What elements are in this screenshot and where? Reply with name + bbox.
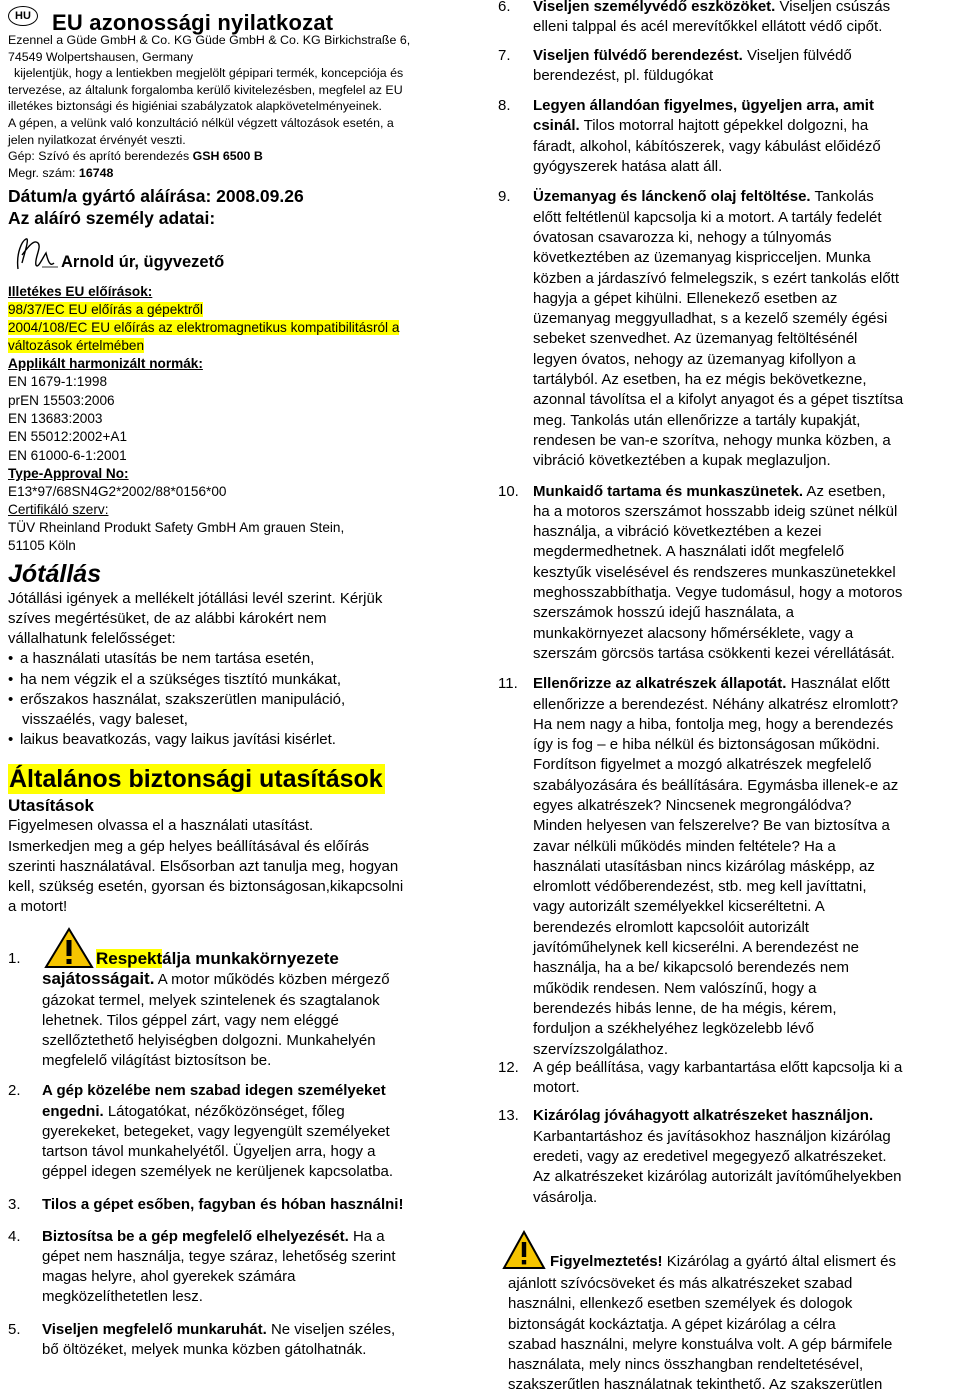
left-column: [8, 0, 466, 1360]
item9-line: vibráció következtében a kupak meglazuljon.: [533, 452, 831, 470]
item9-line: tartályból. Az esetben, ha ez mégis bekövetkezne,: [533, 371, 867, 389]
regulation-item: [8, 301, 466, 319]
item11-line: berendezés elromlott kapcsolóit autorizált: [533, 918, 809, 936]
item11-line: egyes alkatrészek? Nincsenek megrongálódva?: [533, 796, 852, 814]
intro-line: Ismerkedjen meg a gép helyes beállításával és előírás: [8, 837, 370, 855]
item-number: 3.: [8, 1195, 21, 1213]
item-number: 2.: [8, 1082, 21, 1100]
item9-line: meg. Tankolás után ellenőrizze a tartály kupakját,: [533, 411, 861, 429]
declaration-line: tervezése, az általunk forgalomba kerülő kivitelezésben, megfelel az EU: [8, 82, 403, 97]
item8-title-cont: csinál.: [533, 117, 580, 135]
item7-text: Viseljen fülvédő: [742, 46, 852, 64]
item10-line: kesztyűk viselésével és rendszeres munkaszünetekkel: [533, 563, 896, 581]
item7-title: Viseljen fülvédő berendezést.: [533, 46, 743, 64]
safety-item-2: [8, 1081, 466, 1182]
item7-line: berendezést, pl. füldugókat: [533, 66, 714, 84]
item9-line: sebeket szenvedhet. Az üzemanyag feltöltésénél: [533, 330, 858, 348]
standards-heading: [8, 355, 466, 373]
intro-line: szerinti használatával. Elsősorban azt tanulja meg, hogyan: [8, 857, 399, 875]
warning-triangle-icon: [502, 1230, 546, 1270]
declaration-line: 74549 Wolpertshausen, Germany: [8, 49, 194, 64]
item5-line: bő öltözéket, melyek munka közben gátolhatnák.: [42, 1340, 367, 1358]
regulation-item: [8, 337, 466, 355]
item11-line: ellenőrizze a berendezést. Néhány alkatrész elromlott?: [533, 695, 899, 713]
item11-line: szabályozására és beállítására. Egymásba illenek-e az: [533, 776, 899, 794]
item9-line: hagyja a gépet kihülni. Ellenekező esetben az: [533, 289, 838, 307]
right-column: [498, 0, 958, 1396]
regulations-heading: [8, 283, 466, 301]
type-approval-value: E13*97/68SN4G2*2002/88*0156*00: [8, 483, 227, 499]
regulation-item: [8, 319, 466, 337]
order-label: Megr. szám:: [8, 165, 79, 180]
warranty-bullet: • ha nem végzik el a szükséges tisztító munkákat,: [8, 670, 341, 688]
instructions-subheading: Utasítások: [8, 796, 94, 816]
item-number: 10.: [498, 482, 519, 500]
regulation-text: változások értelmében: [8, 338, 145, 354]
item1-title: [96, 949, 339, 969]
item-number: 4.: [8, 1227, 21, 1245]
item10-line: használja, a vibráció következtében a kezei: [533, 523, 822, 541]
cert-heading-text: Certifikáló szerv:: [8, 501, 109, 517]
item13-title: Kizárólag jóváhagyott alkatrészeket használjon.: [533, 1107, 874, 1125]
signature-image: [12, 233, 60, 273]
item9-line: óvatosan csavarozza ki, nehogy a túlnyomás: [533, 228, 832, 246]
item10-line: meghosszabbíthatja. Vegye tudomásul, hogy a motoros: [533, 584, 903, 602]
intro-line: Figyelmesen olvassa el a használati utasítást.: [8, 817, 314, 835]
intro-line: kell, szükség esetén, gyorsan és biztonságosan,kikapcsolni: [8, 878, 404, 896]
warning-line: használni, ellenkező esetben személyek és dologok: [508, 1295, 853, 1313]
safety-heading: Általános biztonsági utasítások: [9, 765, 383, 794]
warning-title: Figyelmeztetés!: [550, 1252, 663, 1270]
item9-text: Tankolás: [810, 188, 874, 206]
warning-line: biztonságát kockáztatja. A gépet kizárólag a célra: [508, 1315, 836, 1333]
item11-line: Minden helyesen van felszerelve? Be van biztosítva a: [533, 817, 890, 835]
item8-line: fáradt, alkohol, kábítószerek, vagy kábulást előidéző: [533, 137, 881, 155]
warranty-bullet: • laikus beavatkozás, vagy laikus javítási kisérlet.: [8, 731, 336, 749]
item4-line: magas helyre, ahol gyerekek számára: [42, 1268, 296, 1286]
item10-line: szerszámok hosszú idejű használata, a: [533, 604, 794, 622]
safety-item-3: [8, 1195, 466, 1215]
regulations: [8, 283, 466, 554]
item-number: 12.: [498, 1058, 519, 1076]
declaration-line: kijelentjük, hogy a lentiekben megjelölt gépipari termék, koncepciója és: [14, 66, 404, 81]
item2-line: gyerekeket, betegeket, vagy legyengült személyeket: [42, 1122, 390, 1140]
warranty-text: [8, 589, 466, 751]
warning-line: szakszerűtlen használatnak tekinthető. Az szakszerütlen: [508, 1376, 883, 1394]
item1-line: megfelelő világítást biztosítson be.: [42, 1052, 272, 1070]
item11-line: működik rendesen. Nem valószínű, hogy a: [533, 979, 817, 997]
item6-text: Viseljen csúszás: [775, 0, 891, 15]
item1-text: A motor működés közben mérgező: [154, 971, 390, 989]
item1-body: [42, 969, 466, 1071]
item9-line: közben a járdaszívó felmelegszik, s ezért tankolás előtt: [533, 269, 900, 287]
standard-item: EN 1679-1:1998: [8, 374, 108, 390]
item1-line: lehetnek. Tilos géppel zárt, vagy nem eléggé: [42, 1011, 339, 1029]
item12-line: A gép beállítása, vagy karbantartása előtt kapcsolja ki a: [533, 1058, 903, 1076]
page-title: EU azonossági nyilatkozat: [52, 10, 334, 35]
item-number: 11.: [498, 675, 518, 693]
safety-item-11: [498, 674, 958, 1060]
safety-item-6: [498, 0, 958, 38]
item4-line: gépet nem használja, tegye száraz, lehetőség szerint: [42, 1247, 396, 1265]
type-approval-heading-text: Type-Approval No:: [8, 465, 129, 481]
item9-line: azonnal távolítsa el a kifolyt anyagot és a gépet tisztítsa: [533, 391, 904, 409]
item8-text: Tilos motorral hajtott gépekkel dolgozni, ha: [579, 117, 869, 135]
item9-title: Üzemanyag és lánckenő olaj feltöltése.: [533, 188, 811, 206]
item1-highlight: Respekt: [96, 949, 163, 969]
warranty-bullet-cont: [8, 710, 466, 730]
item9-line: üzemanyag meggyulladhat, s a kezelő személy égési: [533, 310, 888, 328]
safety-item-4: [8, 1227, 466, 1308]
order-number: 16748: [78, 165, 114, 180]
bullet-text: visszaélés, vagy baleset,: [22, 711, 188, 729]
item10-line: megdermedhetnek. A használati időt megfelelő: [533, 543, 845, 561]
item6-title: Viseljen személyvédő eszközöket.: [533, 0, 776, 15]
item2-title-cont: engedni.: [42, 1102, 104, 1120]
standards-list: [8, 373, 466, 464]
instructions-intro: [8, 816, 466, 917]
warning-line: szabad használni, melyre konstuálva volt. A gép bármifele: [508, 1335, 893, 1353]
item11-line: Fordítson figyelmet a mozgó alkatrészek megfelelő: [533, 756, 872, 774]
warranty-line: Jótállási igények a mellékelt jótállási levél szerint. Kérjük: [8, 589, 383, 607]
item11-line: Ha nem nagy a hiba, fontolja meg, hogy a berendezés: [533, 715, 894, 733]
type-approval-heading: [8, 465, 466, 483]
item11-line: forduljon a székhelyéhez legközelebb lévő: [533, 1020, 815, 1038]
bullet-text: a használati utasítás be nem tartása esetén,: [20, 650, 315, 668]
item11-line: így is fog – e hiba nélkül és biztonságosan működni.: [533, 736, 880, 754]
item11-line: használja, ha a be/ kikapcsoló berendezés nem: [533, 959, 850, 977]
machine-label: Gép: Szívó és aprító berendezés: [8, 149, 193, 164]
item13-line: eredeti, vagy az eredetivel megegyező alkatrészeket.: [533, 1148, 887, 1166]
signer-name: Arnold úr, ügyvezető: [61, 253, 225, 272]
item6-line: elleni talppal és acél merevítőkkel ellátott védő cipőt.: [533, 18, 883, 36]
cert-line: TÜV Rheinland Produkt Safety GmbH Am grauen Stein,: [8, 519, 345, 535]
header: [8, 0, 466, 35]
item10-line: szerszám görcsös tartása csökkenti kezei vérellátását.: [533, 644, 895, 662]
item12-line: motort.: [533, 1079, 580, 1097]
item-number: 9.: [498, 188, 511, 206]
item13-line: Karbantartáshoz és javításokhoz használjon kizárólag: [533, 1127, 891, 1145]
warranty-line: vállalhatunk felelősséget:: [8, 630, 176, 648]
item-number: 1.: [8, 950, 21, 968]
warning-first-line: [550, 1252, 896, 1272]
item-number: 7.: [498, 46, 511, 64]
item2-line: tartson távol munkahelyétől. Ügyeljen arra, hogy a: [42, 1143, 376, 1161]
warranty-bullet: • erőszakos használat, szakszerütlen manipuláció,: [8, 690, 346, 708]
warning-line: ajánlott szívócsöveket és más alkatrészeket szabad: [508, 1274, 853, 1292]
item1-line: szellőztethető helyiségben dolgozni. Munkahelyén: [42, 1032, 376, 1050]
standard-item: EN 61000-6-1:2001: [8, 447, 127, 463]
item-number: 6.: [498, 0, 511, 15]
item-number: 8.: [498, 97, 511, 115]
item11-line: berendezés hibás lenne, de ha mégis, kérem,: [533, 999, 837, 1017]
item1-title-rest: álja munkakörnyezete: [162, 949, 339, 969]
item-number: 13.: [498, 1107, 519, 1125]
item4-line: megközelíthetetlen lesz.: [42, 1288, 203, 1306]
warning-line: használata, mely nincs összhangban rendeltetésével,: [508, 1356, 864, 1374]
cert-heading: [8, 501, 466, 519]
safety-item-5: [8, 1320, 466, 1360]
item8-line: gyógyszerek hatása alatt áll.: [533, 158, 723, 176]
intro-line: a motort!: [8, 898, 68, 916]
machine-line: [8, 148, 466, 165]
signature-date: Dátum/a gyártó aláírása: 2008.09.26: [8, 186, 304, 207]
item13-line: vásárolja.: [533, 1188, 598, 1206]
item11-line: használati utasításban nincs kizárólag másképp, az: [533, 857, 875, 875]
item4-text: Ha a: [348, 1227, 385, 1245]
warning-block: [498, 1230, 958, 1396]
order-line: [8, 165, 466, 182]
signature-block: [8, 229, 466, 277]
item11-line: szervízszolgálathoz.: [533, 1040, 669, 1058]
declaration-text: [8, 32, 466, 181]
item9-line: rendesen be van-e szorítva, nehogy munka közben, a: [533, 431, 891, 449]
item10-title: Munkaidő tartama és munkaszünetek.: [533, 482, 804, 500]
signer-heading: Az aláíró személy adatai:: [8, 208, 216, 229]
standards-heading-text: Applikált harmonizált normák:: [8, 356, 203, 372]
safety-item-9: [498, 187, 958, 471]
item2-title: A gép közelébe nem szabad idegen személyeket: [42, 1082, 386, 1100]
item11-line: vagy autorizált személyekkel kicseréltetni. A: [533, 898, 825, 916]
item5-title: Viseljen megfelelő munkaruhát.: [42, 1320, 267, 1338]
warranty-line: szíves megértésüket, de az alábbi károkért nem: [8, 610, 327, 628]
warranty-heading: Jótállás: [8, 559, 102, 588]
cert-line: 51105 Köln: [8, 537, 76, 553]
item1-title-cont: sajátosságait.: [42, 969, 155, 989]
item1-line: gázokat termel, melyek szintelenek és szagtalanok: [42, 991, 380, 1009]
language-badge: HU: [8, 6, 38, 26]
item10-line: munkakörnyezet alacsony hőmérséklete, vagy a: [533, 624, 854, 642]
item2-line: géppel idegen személyek ne kerüljenek kapcsolatba.: [42, 1163, 394, 1181]
regulations-heading-text: Illetékes EU előírások:: [8, 284, 153, 300]
safety-item-10: [498, 482, 958, 665]
declaration-line: jelen nyilatkozat érvényét veszti.: [8, 132, 186, 147]
item3-title: Tilos a gépet esőben, fagyban és hóban használni!: [42, 1195, 404, 1213]
warning-triangle-icon: [44, 927, 94, 969]
item11-line: elromlott védőberendezést, stb. meg kell javíttatni,: [533, 878, 867, 896]
safety-item-7: [498, 46, 958, 87]
regulation-text: 98/37/EC EU előírás a gépektről: [8, 302, 203, 318]
item11-line: zavar nélküli működés minden feltétele? Ha a: [533, 837, 836, 855]
standard-item: prEN 15503:2006: [8, 392, 115, 408]
safety-item-1: [8, 927, 466, 1071]
item5-text: Ne viseljen széles,: [266, 1320, 396, 1338]
machine-model: GSH 6500 B: [192, 149, 263, 164]
bullet-text: laikus beavatkozás, vagy laikus javítási kisérlet.: [20, 731, 336, 749]
declaration-line: A gépen, a velünk való konzultáció nélkül végzett változások esetén, a: [8, 115, 394, 130]
item8-title: Legyen állandóan figyelmes, ügyeljen arra, amit: [533, 97, 874, 115]
warning-text: Kizárólag a gyártó által elismert és: [662, 1252, 896, 1270]
bullet-text: ha nem végzik el a szükséges tisztító munkákat,: [20, 670, 341, 688]
declaration-line: Ezennel a Güde GmbH & Co. KG Güde GmbH & Co. KG Birkichstraße 6,: [8, 33, 411, 47]
warranty-bullet: • a használati utasítás be nem tartása esetén,: [8, 650, 315, 668]
safety-item-12: [498, 1058, 958, 1099]
safety-item-13: [498, 1106, 958, 1207]
item10-text: Az esetben,: [803, 482, 886, 500]
item9-line: előtt feltétlenül kapcsolja ki a motort. A tartály fedelét: [533, 208, 882, 226]
item9-line: legyen óvatos, nehogy az üzemanyag kifollyon a: [533, 350, 856, 368]
item-number: 5.: [8, 1320, 21, 1338]
regulation-text: 2004/108/EC EU előírás az elektromagnetikus kompatibilitásról a: [8, 320, 400, 336]
item9-line: következtében az üzemanyag kispricceljen. Munka: [533, 249, 871, 267]
standard-item: EN 55012:2002+A1: [8, 429, 128, 445]
declaration-line: illetékes biztonsági és higiéniai szabályzatok alapkövetelményeinek.: [8, 99, 383, 114]
bullet-text: erőszakos használat, szakszerütlen manipuláció,: [20, 690, 346, 708]
item10-line: ha a motoros szerszámot hosszabb ideig szünet nélkül: [533, 502, 898, 520]
safety-item-8: [498, 96, 958, 177]
item13-line: Az alkatrészeket kizárólag autorizált javítóműhelyekben: [533, 1168, 902, 1186]
item11-title: Ellenőrizze az alkatrészek állapotát.: [533, 675, 787, 693]
standard-item: EN 13683:2003: [8, 410, 103, 426]
item11-text: Használat előtt: [786, 675, 890, 693]
item2-text: Látogatókat, nézőközönséget, főleg: [103, 1102, 345, 1120]
item11-line: javítóműhelynek kell kicserélni. A berendezést ne: [533, 939, 860, 957]
item4-title: Biztosítsa be a gép megfelelő elhelyezését.: [42, 1227, 349, 1245]
